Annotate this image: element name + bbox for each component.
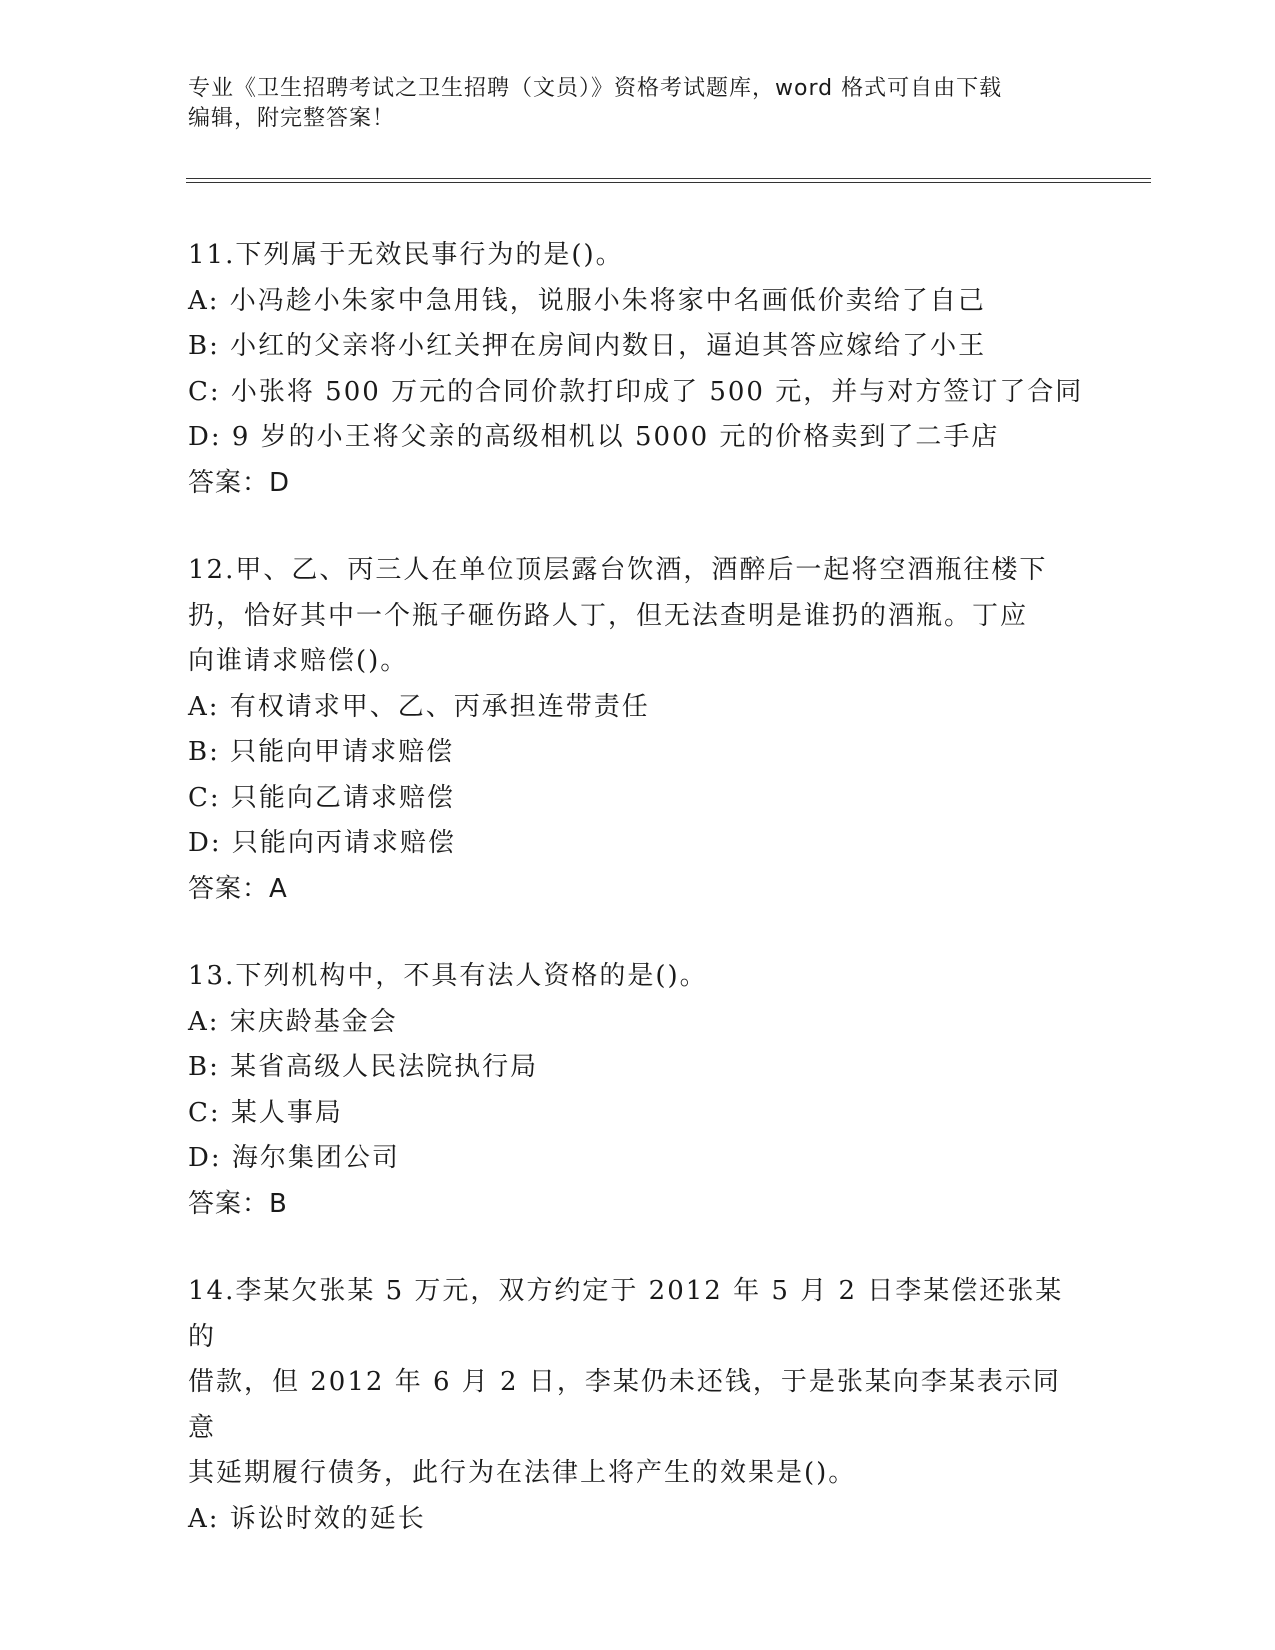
question-stem-line-1: 12.甲、乙、丙三人在单位顶层露台饮酒，酒醉后一起将空酒瓶往楼下 bbox=[188, 555, 1048, 585]
option-b: B: 小红的父亲将小红关押在房间内数日，逼迫其答应嫁给了小王 bbox=[188, 331, 987, 361]
option-c: C: 小张将 500 万元的合同价款打印成了 500 元，并与对方签订了合同 bbox=[188, 376, 1084, 407]
question-stem: 13.下列机构中，不具有法人资格的是()。 bbox=[188, 961, 708, 991]
question-13 bbox=[188, 954, 1088, 1227]
question-12 bbox=[188, 548, 1088, 912]
question-stem-line-3: 向谁请求赔偿()。 bbox=[188, 646, 409, 676]
document-header bbox=[188, 74, 1068, 134]
question-stem: 11.下列属于无效民事行为的是()。 bbox=[188, 240, 624, 270]
question-stem-line-2: 扔，恰好其中一个瓶子砸伤路人丁，但无法查明是谁扔的酒瓶。丁应 bbox=[188, 600, 1029, 631]
option-c: C: 某人事局 bbox=[188, 1097, 343, 1128]
question-list bbox=[188, 233, 1088, 1584]
header-divider bbox=[186, 178, 1151, 183]
option-b: B: 某省高级人民法院执行局 bbox=[188, 1052, 539, 1082]
option-a: A: 宋庆龄基金会 bbox=[188, 1006, 398, 1037]
answer-label: 答案：D bbox=[188, 467, 291, 498]
header-line-1: 专业《卫生招聘考试之卫生招聘（文员）》资格考试题库，word 格式可自由下载 bbox=[188, 76, 1003, 101]
question-stem-line-2: 借款，但 2012 年 6 月 2 日，李某仍未还钱，于是张某向李某表示同意 bbox=[188, 1367, 1061, 1443]
option-b: B: 只能向甲请求赔偿 bbox=[188, 737, 455, 767]
option-a: A: 诉讼时效的延长 bbox=[188, 1503, 426, 1534]
question-11 bbox=[188, 233, 1088, 506]
option-d: D: 9 岁的小王将父亲的高级相机以 5000 元的价格卖到了二手店 bbox=[188, 422, 1000, 452]
option-a: A: 小冯趁小朱家中急用钱，说服小朱将家中名画低价卖给了自己 bbox=[188, 285, 986, 316]
answer-label: 答案：A bbox=[188, 873, 288, 904]
question-14 bbox=[188, 1269, 1088, 1542]
option-d: D: 海尔集团公司 bbox=[188, 1143, 400, 1173]
option-a: A: 有权请求甲、乙、丙承担连带责任 bbox=[188, 691, 650, 722]
header-line-2: 编辑，附完整答案！ bbox=[188, 106, 396, 131]
option-c: C: 只能向乙请求赔偿 bbox=[188, 782, 455, 813]
question-stem-line-1: 14.李某欠张某 5 万元，双方约定于 2012 年 5 月 2 日李某偿还张某的 bbox=[188, 1276, 1064, 1352]
question-stem-line-3: 其延期履行债务，此行为在法律上将产生的效果是()。 bbox=[188, 1458, 857, 1488]
answer-label: 答案：B bbox=[188, 1188, 288, 1219]
option-d: D: 只能向丙请求赔偿 bbox=[188, 828, 456, 858]
